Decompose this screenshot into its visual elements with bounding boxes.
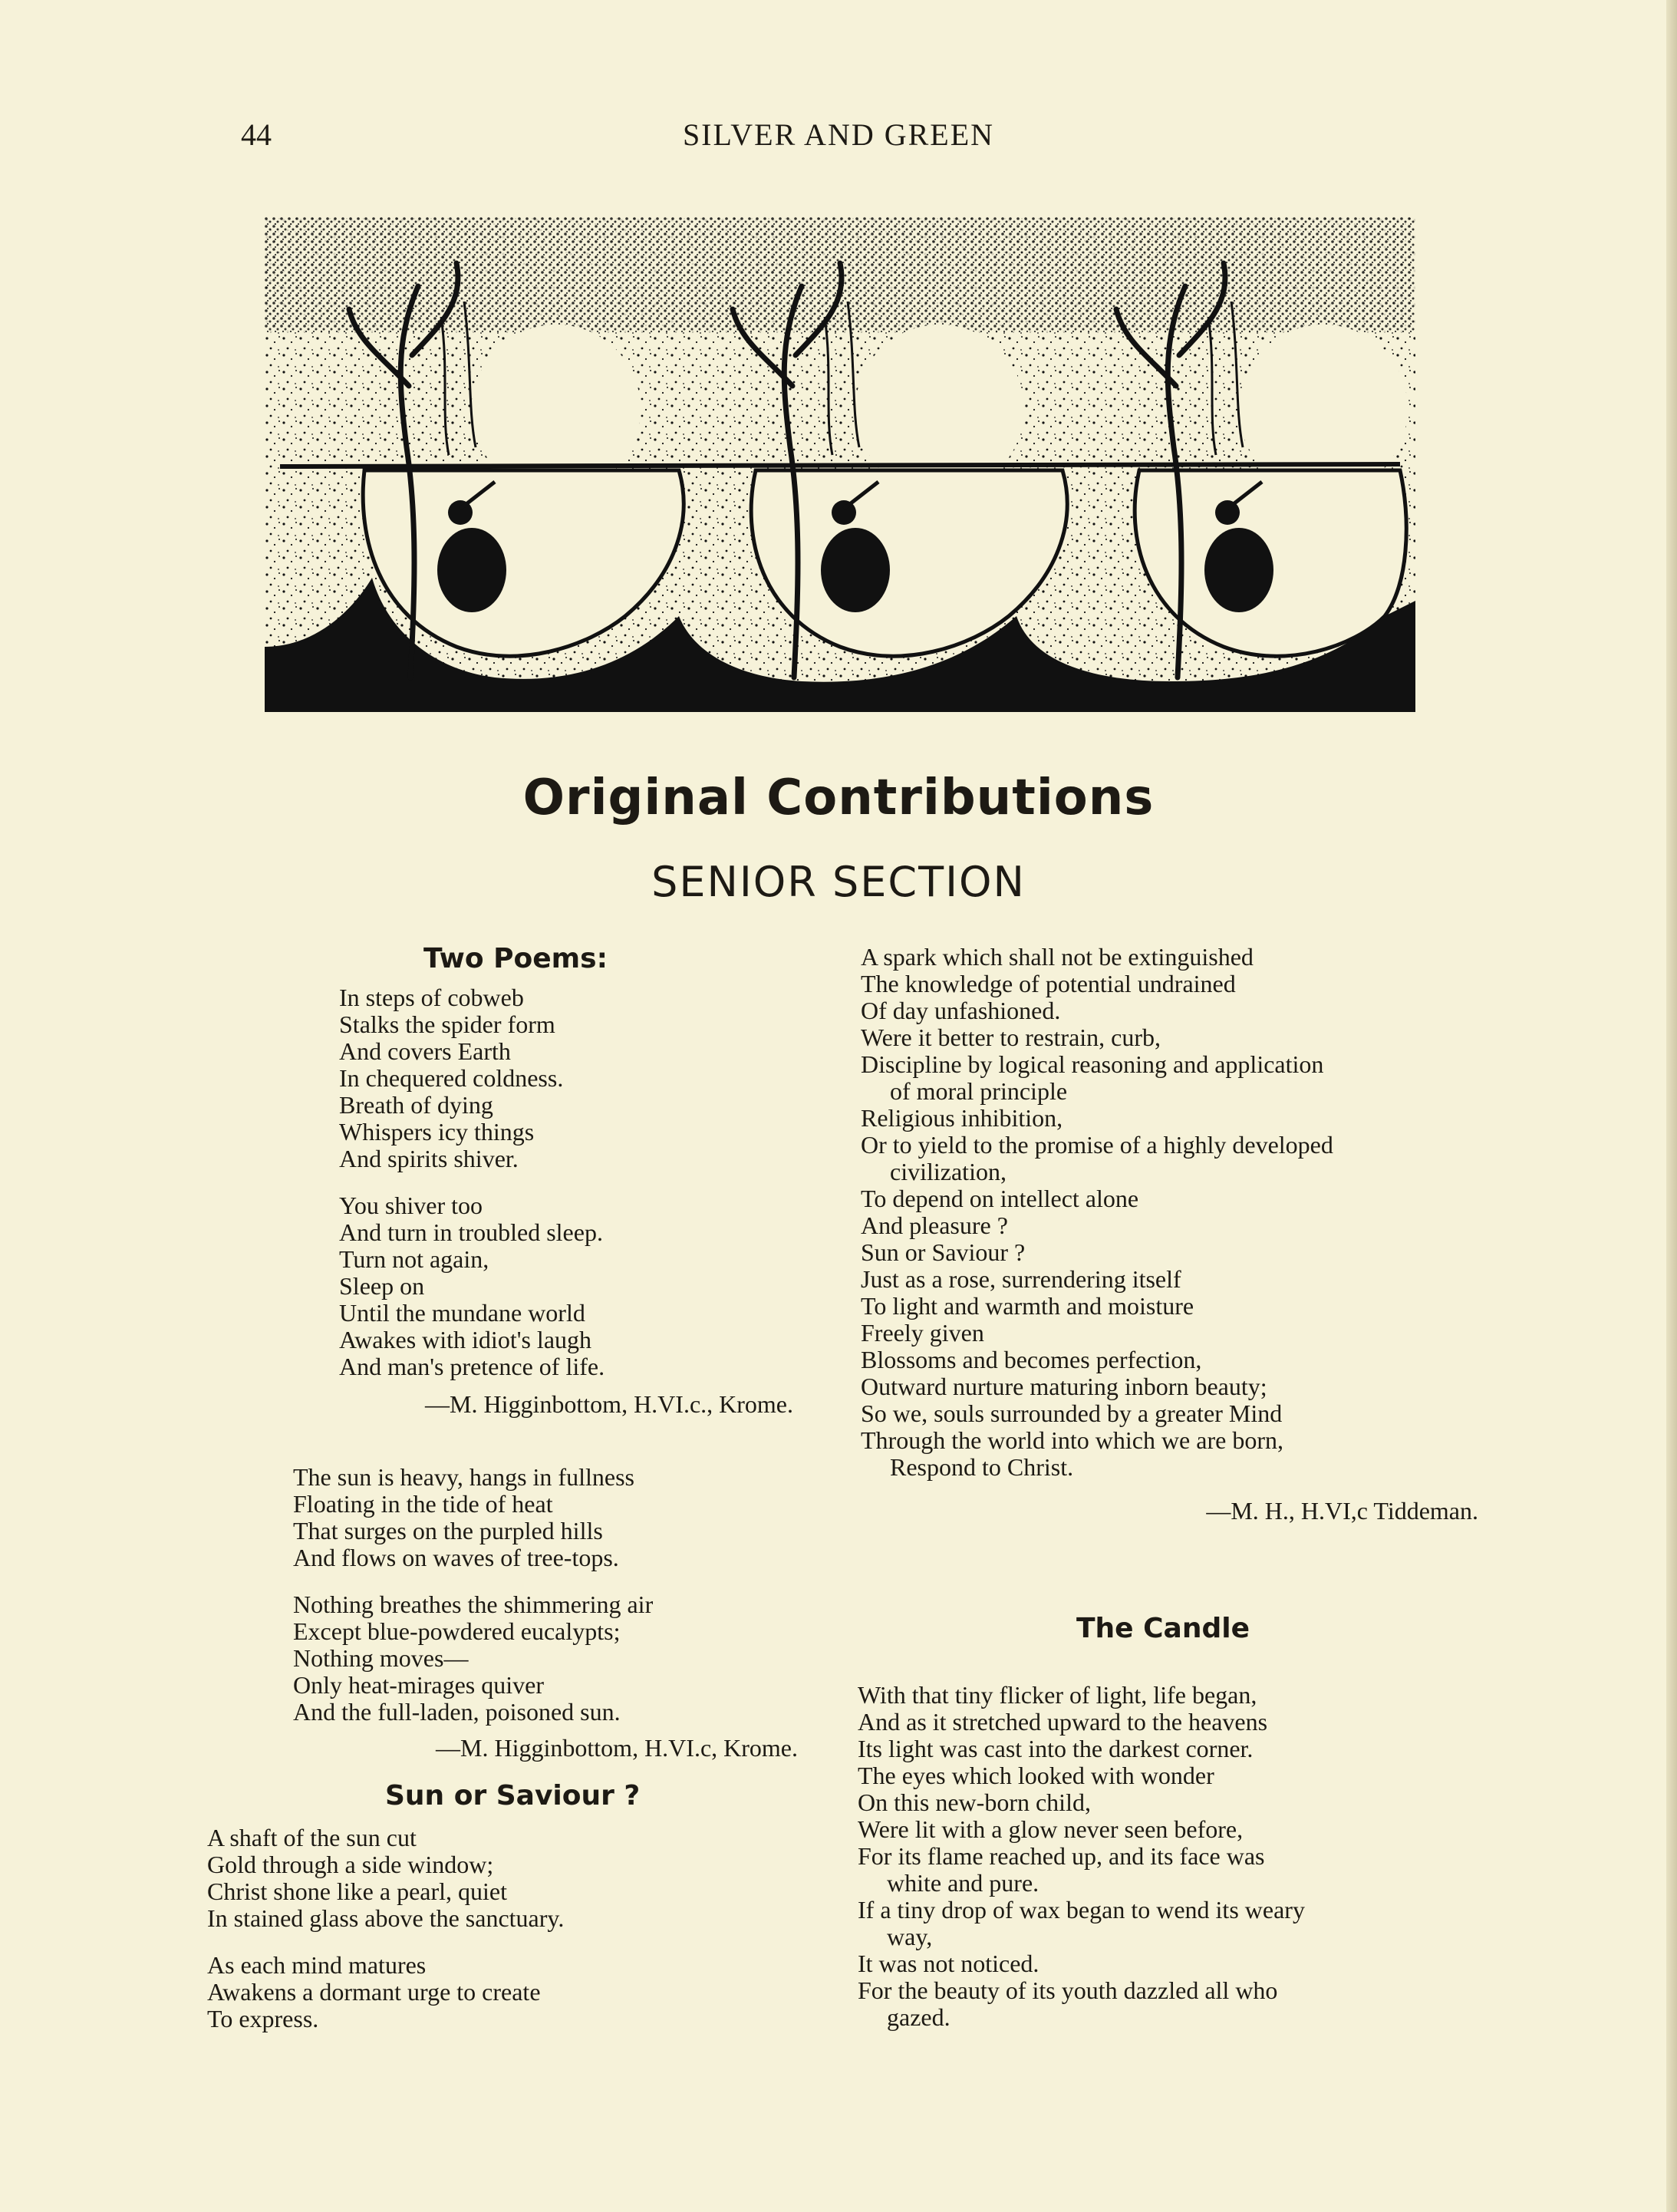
poem-line: Were lit with a glow never seen before, [858, 1815, 1244, 1843]
poem-line: civilization, [890, 1158, 1007, 1185]
poem-line: Sleep on [339, 1272, 425, 1300]
poem-line: And the full-laden, poisoned sun. [293, 1698, 621, 1726]
poem1-attribution: —M. Higginbottom, H.VI.c., Krome. [425, 1390, 793, 1418]
poem-line: Whispers icy things [339, 1118, 535, 1146]
poem-line: Stalks the spider form [339, 1010, 555, 1038]
poem-line: To light and warmth and moisture [861, 1292, 1194, 1320]
poem-line: of moral principle [890, 1077, 1068, 1105]
sun-or-saviour-attribution: —M. H., H.VI,c Tiddeman. [1206, 1497, 1478, 1525]
page-number: 44 [241, 117, 272, 152]
poem-line: In stained glass above the sanctuary. [207, 1904, 565, 1932]
poem-line: To depend on intellect alone [861, 1185, 1139, 1212]
sun-or-saviour-block [207, 1782, 821, 2052]
poem-line: And as it stretched upward to the heavens [858, 1708, 1268, 1736]
page-header [0, 117, 1677, 163]
poem-line: And spirits shiver. [339, 1145, 519, 1172]
poem-line: If a tiny drop of wax began to wend its weary [858, 1896, 1305, 1924]
poem1-stanza2 [339, 1192, 798, 1380]
page-edge [1666, 0, 1677, 2212]
sun-or-saviour-continued [861, 944, 1478, 1525]
sun-or-saviour-stanza2 [207, 1952, 821, 2032]
poem-line: A shaft of the sun cut [207, 1824, 417, 1851]
sun-or-saviour-heading: Sun or Saviour ? [385, 1780, 641, 1811]
poem-line: Religious inhibition, [861, 1104, 1063, 1132]
poem-line: Gold through a side window; [207, 1851, 494, 1878]
poem-line: Sun or Saviour ? [861, 1238, 1026, 1266]
poem-line: white and pure. [887, 1869, 1039, 1897]
poem-line: That surges on the purpled hills [293, 1517, 603, 1544]
poem-line: On this new-born child, [858, 1788, 1091, 1816]
poem-line: Discipline by logical reasoning and application [861, 1050, 1324, 1078]
poem-line: Respond to Christ. [890, 1453, 1074, 1481]
poem-line: And man's pretence of life. [339, 1353, 605, 1380]
poem-line: gazed. [887, 2003, 951, 2031]
poem-line: For the beauty of its youth dazzled all who [858, 1976, 1278, 2004]
poem-line: Or to yield to the promise of a highly developed [861, 1131, 1333, 1159]
poem-line: Its light was cast into the darkest corner. [858, 1735, 1254, 1762]
the-candle-heading: The Candle [1076, 1613, 1250, 1644]
poem-line: Awakens a dormant urge to create [207, 1978, 541, 2006]
poem2-stanza2 [293, 1591, 798, 1726]
poem2-attribution: —M. Higginbottom, H.VI.c, Krome. [436, 1734, 798, 1762]
poem-line: Nothing moves— [293, 1644, 469, 1672]
poem-line: Were it better to restrain, curb, [861, 1024, 1161, 1051]
poem-line: Nothing breathes the shimmering air [293, 1591, 654, 1618]
running-head: SILVER AND GREEN [682, 117, 995, 152]
poem-line: It was not noticed. [858, 1950, 1039, 1977]
poem2-stanza1 [293, 1464, 798, 1571]
poem-line: Except blue-powdered eucalypts; [293, 1617, 621, 1645]
poem-line: Of day unfashioned. [861, 997, 1061, 1024]
poem-line: A spark which shall not be extinguished [861, 943, 1254, 971]
poem-line: Outward nurture maturing inborn beauty; [861, 1373, 1267, 1400]
poem-line: In chequered coldness. [339, 1064, 564, 1092]
the-candle-block [858, 1615, 1479, 2031]
poem-line: As each mind matures [207, 1951, 427, 1979]
poem-line: Blossoms and becomes perfection, [861, 1346, 1202, 1373]
poem-line: Just as a rose, surrendering itself [861, 1265, 1181, 1293]
poem-line: Christ shone like a pearl, quiet [207, 1877, 508, 1905]
poem-line: So we, souls surrounded by a greater Mind [861, 1399, 1283, 1427]
poem-line: Awakes with idiot's laugh [339, 1326, 592, 1353]
poem-line: You shiver too [339, 1192, 483, 1219]
poem-line: With that tiny flicker of light, life began, [858, 1681, 1257, 1709]
poem-line: Freely given [861, 1319, 984, 1347]
poem-line: The eyes which looked with wonder [858, 1762, 1214, 1789]
poem-line: And flows on waves of tree-tops. [293, 1544, 619, 1571]
poem-line: The knowledge of potential undrained [861, 970, 1236, 997]
continued-lines [861, 944, 1478, 1481]
poem-line: And pleasure ? [861, 1211, 1008, 1239]
poem-line: For its flame reached up, and its face was [858, 1842, 1265, 1870]
poem-line: way, [887, 1923, 933, 1950]
poem-line: And covers Earth [339, 1037, 511, 1065]
two-poems-block [292, 945, 798, 1762]
two-poems-heading: Two Poems: [423, 943, 608, 974]
poem-line: Turn not again, [339, 1245, 489, 1273]
the-candle-lines [858, 1682, 1479, 2031]
poem-line: Breath of dying [339, 1091, 493, 1119]
section-subtitle: SENIOR SECTION [651, 858, 1026, 906]
poem-line: And turn in troubled sleep. [339, 1218, 603, 1246]
poem-line: The sun is heavy, hangs in fullness [293, 1463, 634, 1491]
sun-or-saviour-stanza1 [207, 1825, 821, 1932]
silhouette-landscape-illustration [265, 217, 1415, 712]
poem1-stanza1 [339, 984, 798, 1172]
poem-line: To express. [207, 2005, 319, 2032]
page-title: Original Contributions [522, 770, 1155, 826]
poem-line: Floating in the tide of heat [293, 1490, 553, 1518]
poem-line: In steps of cobweb [339, 984, 524, 1011]
poem-line: Only heat-mirages quiver [293, 1671, 544, 1699]
poem-line: Through the world into which we are born, [861, 1426, 1283, 1454]
poem-line: Until the mundane world [339, 1299, 585, 1327]
